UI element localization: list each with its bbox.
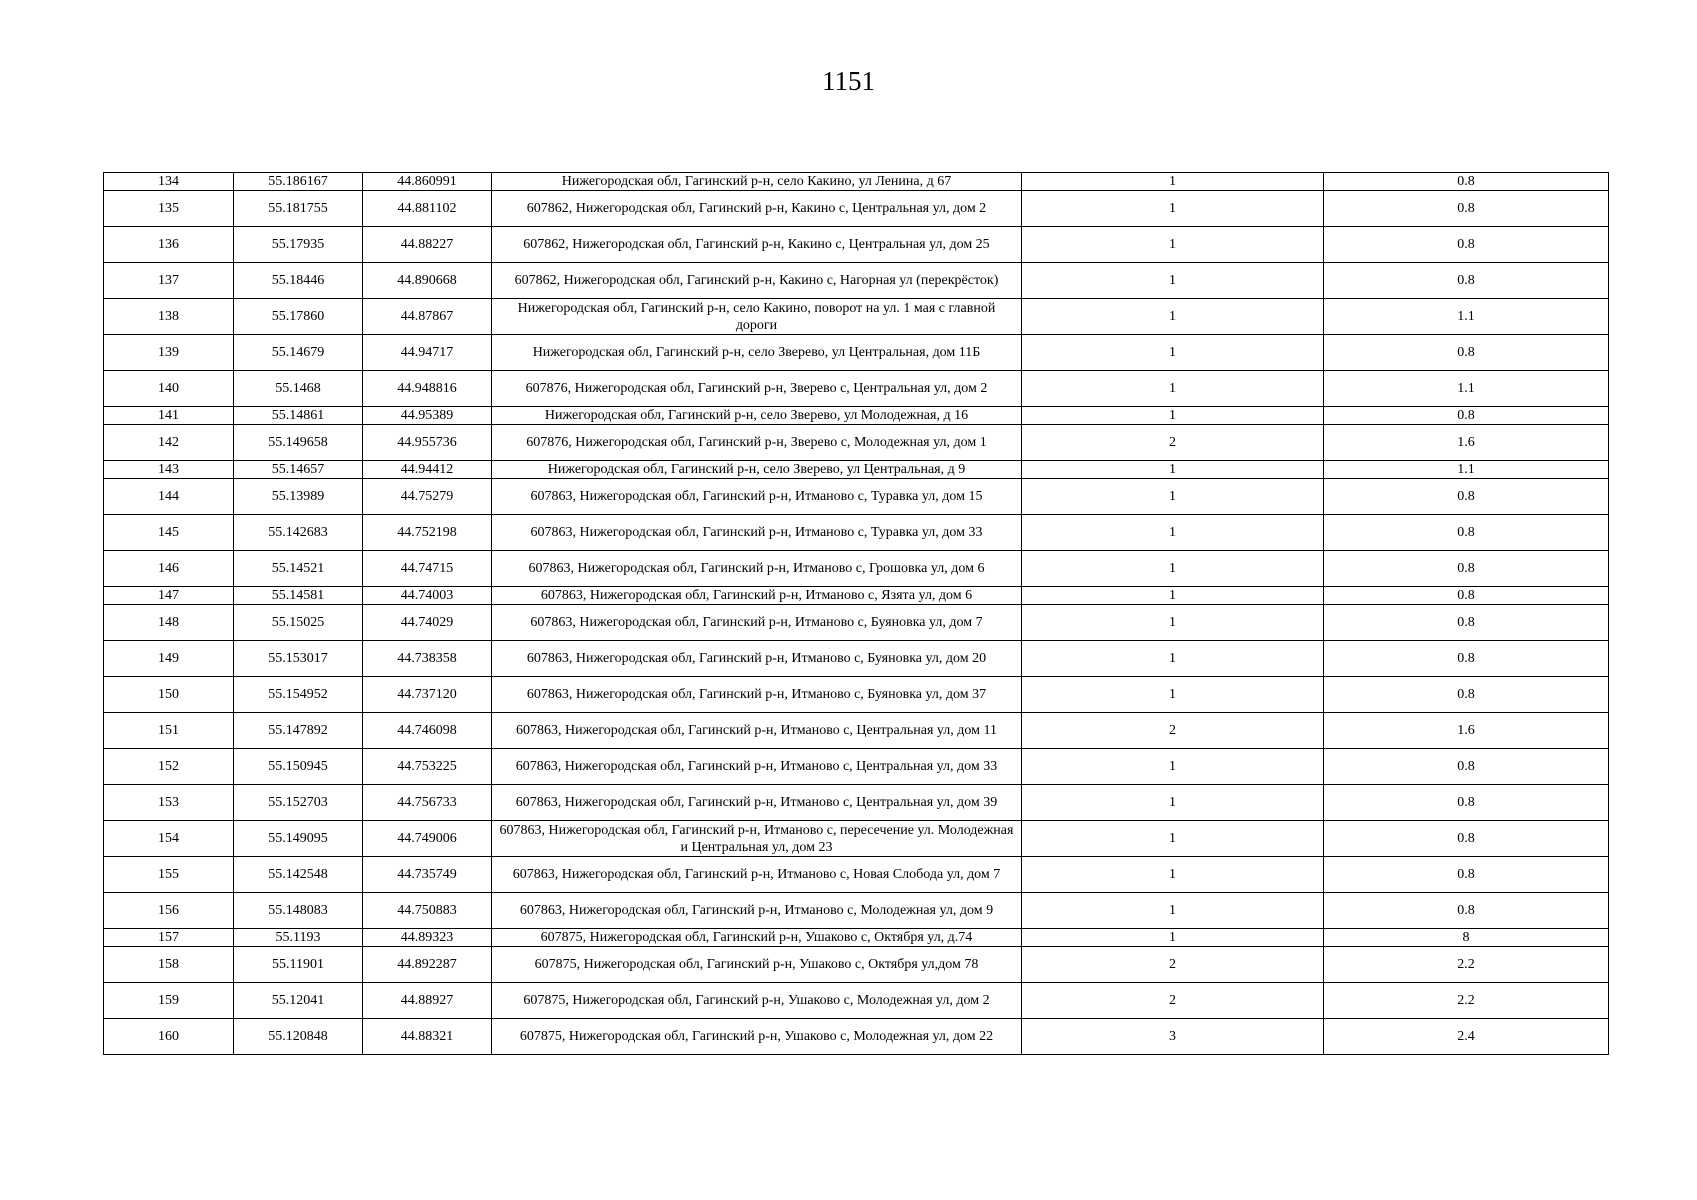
table-row [104, 893, 1609, 929]
cell-longitude: 44.750883 [363, 893, 492, 929]
cell-container-count: 1 [1022, 893, 1324, 929]
cell-longitude: 44.881102 [363, 191, 492, 227]
table-row [104, 335, 1609, 371]
table-row [104, 191, 1609, 227]
cell-volume: 0.8 [1324, 677, 1609, 713]
cell-row-number: 145 [104, 515, 234, 551]
cell-container-count: 1 [1022, 929, 1324, 947]
cell-address: 607862, Нижегородская обл, Гагинский р-н, Какино с, Центральная ул, дом 2 [492, 191, 1022, 227]
cell-volume: 0.8 [1324, 335, 1609, 371]
table-row [104, 227, 1609, 263]
cell-volume: 1.6 [1324, 713, 1609, 749]
cell-row-number: 137 [104, 263, 234, 299]
cell-address: 607875, Нижегородская обл, Гагинский р-н, Ушаково с, Молодежная ул, дом 22 [492, 1019, 1022, 1055]
cell-row-number: 146 [104, 551, 234, 587]
cell-latitude: 55.18446 [234, 263, 363, 299]
cell-volume: 0.8 [1324, 821, 1609, 857]
cell-address: 607863, Нижегородская обл, Гагинский р-н, Итманово с, Буяновка ул, дом 37 [492, 677, 1022, 713]
cell-longitude: 44.756733 [363, 785, 492, 821]
cell-row-number: 140 [104, 371, 234, 407]
cell-volume: 0.8 [1324, 893, 1609, 929]
cell-latitude: 55.15025 [234, 605, 363, 641]
cell-latitude: 55.1468 [234, 371, 363, 407]
cell-latitude: 55.1193 [234, 929, 363, 947]
cell-row-number: 152 [104, 749, 234, 785]
cell-address: 607875, Нижегородская обл, Гагинский р-н, Ушаково с, Октября ул,дом 78 [492, 947, 1022, 983]
table-row [104, 515, 1609, 551]
cell-container-count: 1 [1022, 299, 1324, 335]
table-row [104, 929, 1609, 947]
table-row [104, 425, 1609, 461]
cell-row-number: 139 [104, 335, 234, 371]
cell-row-number: 157 [104, 929, 234, 947]
cell-volume: 2.2 [1324, 947, 1609, 983]
cell-address: 607875, Нижегородская обл, Гагинский р-н, Ушаково с, Октября ул, д.74 [492, 929, 1022, 947]
table-row [104, 821, 1609, 857]
cell-latitude: 55.142548 [234, 857, 363, 893]
table-row [104, 407, 1609, 425]
cell-container-count: 1 [1022, 173, 1324, 191]
cell-row-number: 136 [104, 227, 234, 263]
cell-longitude: 44.94717 [363, 335, 492, 371]
cell-address: Нижегородская обл, Гагинский р-н, село Зверево, ул Центральная, дом 11Б [492, 335, 1022, 371]
cell-row-number: 138 [104, 299, 234, 335]
cell-latitude: 55.13989 [234, 479, 363, 515]
cell-latitude: 55.149658 [234, 425, 363, 461]
cell-address: 607863, Нижегородская обл, Гагинский р-н, Итманово с, Буяновка ул, дом 7 [492, 605, 1022, 641]
cell-row-number: 148 [104, 605, 234, 641]
cell-longitude: 44.948816 [363, 371, 492, 407]
table-row [104, 299, 1609, 335]
cell-latitude: 55.186167 [234, 173, 363, 191]
cell-longitude: 44.89323 [363, 929, 492, 947]
table-row [104, 677, 1609, 713]
cell-volume: 1.1 [1324, 299, 1609, 335]
cell-container-count: 2 [1022, 425, 1324, 461]
cell-volume: 0.8 [1324, 263, 1609, 299]
cell-container-count: 1 [1022, 227, 1324, 263]
cell-address: Нижегородская обл, Гагинский р-н, село Зверево, ул Центральная, д 9 [492, 461, 1022, 479]
table-row [104, 263, 1609, 299]
cell-latitude: 55.148083 [234, 893, 363, 929]
cell-volume: 0.8 [1324, 641, 1609, 677]
cell-longitude: 44.88227 [363, 227, 492, 263]
cell-address: Нижегородская обл, Гагинский р-н, село Зверево, ул Молодежная, д 16 [492, 407, 1022, 425]
table-row [104, 947, 1609, 983]
cell-container-count: 1 [1022, 263, 1324, 299]
cell-volume: 0.8 [1324, 785, 1609, 821]
cell-address: 607863, Нижегородская обл, Гагинский р-н, Итманово с, Центральная ул, дом 33 [492, 749, 1022, 785]
cell-address: 607863, Нижегородская обл, Гагинский р-н, Итманово с, Грошовка ул, дом 6 [492, 551, 1022, 587]
page-number: 1151 [822, 66, 875, 96]
cell-address: 607863, Нижегородская обл, Гагинский р-н, Итманово с, Молодежная ул, дом 9 [492, 893, 1022, 929]
cell-address: 607876, Нижегородская обл, Гагинский р-н, Зверево с, Молодежная ул, дом 1 [492, 425, 1022, 461]
cell-longitude: 44.955736 [363, 425, 492, 461]
cell-latitude: 55.11901 [234, 947, 363, 983]
cell-longitude: 44.738358 [363, 641, 492, 677]
cell-container-count: 1 [1022, 677, 1324, 713]
cell-longitude: 44.87867 [363, 299, 492, 335]
cell-address: Нижегородская обл, Гагинский р-н, село Какино, ул Ленина, д 67 [492, 173, 1022, 191]
cell-longitude: 44.746098 [363, 713, 492, 749]
cell-longitude: 44.95389 [363, 407, 492, 425]
cell-container-count: 1 [1022, 605, 1324, 641]
cell-row-number: 153 [104, 785, 234, 821]
cell-volume: 1.1 [1324, 461, 1609, 479]
cell-latitude: 55.17935 [234, 227, 363, 263]
cell-latitude: 55.14521 [234, 551, 363, 587]
cell-container-count: 1 [1022, 479, 1324, 515]
cell-volume: 0.8 [1324, 515, 1609, 551]
table-row [104, 749, 1609, 785]
cell-row-number: 151 [104, 713, 234, 749]
cell-latitude: 55.14679 [234, 335, 363, 371]
table-body [104, 173, 1609, 1055]
cell-latitude: 55.152703 [234, 785, 363, 821]
cell-volume: 0.8 [1324, 551, 1609, 587]
cell-latitude: 55.14861 [234, 407, 363, 425]
cell-container-count: 1 [1022, 857, 1324, 893]
cell-latitude: 55.14657 [234, 461, 363, 479]
cell-container-count: 1 [1022, 335, 1324, 371]
cell-latitude: 55.142683 [234, 515, 363, 551]
cell-volume: 0.8 [1324, 749, 1609, 785]
cell-longitude: 44.749006 [363, 821, 492, 857]
table-row [104, 1019, 1609, 1055]
cell-address: Нижегородская обл, Гагинский р-н, село Какино, поворот на ул. 1 мая с главной дороги [492, 299, 1022, 335]
cell-latitude: 55.14581 [234, 587, 363, 605]
cell-row-number: 155 [104, 857, 234, 893]
cell-row-number: 160 [104, 1019, 234, 1055]
table-row [104, 479, 1609, 515]
cell-address: 607863, Нижегородская обл, Гагинский р-н, Итманово с, пересечение ул. Молодежная и Центральная ул, дом 23 [492, 821, 1022, 857]
table-row [104, 641, 1609, 677]
cell-volume: 8 [1324, 929, 1609, 947]
table-row [104, 983, 1609, 1019]
cell-row-number: 154 [104, 821, 234, 857]
cell-container-count: 1 [1022, 821, 1324, 857]
table-row [104, 587, 1609, 605]
cell-volume: 0.8 [1324, 191, 1609, 227]
cell-volume: 2.4 [1324, 1019, 1609, 1055]
cell-container-count: 2 [1022, 983, 1324, 1019]
cell-volume: 0.8 [1324, 227, 1609, 263]
cell-latitude: 55.120848 [234, 1019, 363, 1055]
cell-container-count: 1 [1022, 191, 1324, 227]
cell-longitude: 44.735749 [363, 857, 492, 893]
data-table [103, 172, 1609, 1055]
cell-container-count: 1 [1022, 371, 1324, 407]
cell-volume: 2.2 [1324, 983, 1609, 1019]
cell-longitude: 44.75279 [363, 479, 492, 515]
cell-row-number: 142 [104, 425, 234, 461]
cell-longitude: 44.860991 [363, 173, 492, 191]
cell-address: 607862, Нижегородская обл, Гагинский р-н, Какино с, Центральная ул, дом 25 [492, 227, 1022, 263]
cell-row-number: 149 [104, 641, 234, 677]
cell-row-number: 134 [104, 173, 234, 191]
cell-latitude: 55.12041 [234, 983, 363, 1019]
cell-volume: 0.8 [1324, 407, 1609, 425]
cell-longitude: 44.88321 [363, 1019, 492, 1055]
cell-volume: 0.8 [1324, 605, 1609, 641]
table-row [104, 785, 1609, 821]
cell-container-count: 1 [1022, 785, 1324, 821]
cell-latitude: 55.150945 [234, 749, 363, 785]
cell-volume: 1.1 [1324, 371, 1609, 407]
cell-address: 607863, Нижегородская обл, Гагинский р-н, Итманово с, Туравка ул, дом 15 [492, 479, 1022, 515]
cell-longitude: 44.74029 [363, 605, 492, 641]
cell-longitude: 44.892287 [363, 947, 492, 983]
cell-container-count: 1 [1022, 587, 1324, 605]
cell-longitude: 44.752198 [363, 515, 492, 551]
cell-address: 607863, Нижегородская обл, Гагинский р-н, Итманово с, Туравка ул, дом 33 [492, 515, 1022, 551]
cell-container-count: 2 [1022, 713, 1324, 749]
cell-container-count: 3 [1022, 1019, 1324, 1055]
cell-address: 607863, Нижегородская обл, Гагинский р-н, Итманово с, Центральная ул, дом 11 [492, 713, 1022, 749]
table-row [104, 857, 1609, 893]
cell-container-count: 1 [1022, 551, 1324, 587]
cell-address: 607875, Нижегородская обл, Гагинский р-н, Ушаково с, Молодежная ул, дом 2 [492, 983, 1022, 1019]
cell-row-number: 156 [104, 893, 234, 929]
cell-container-count: 1 [1022, 407, 1324, 425]
cell-longitude: 44.88927 [363, 983, 492, 1019]
cell-row-number: 147 [104, 587, 234, 605]
cell-volume: 0.8 [1324, 857, 1609, 893]
cell-latitude: 55.17860 [234, 299, 363, 335]
cell-latitude: 55.181755 [234, 191, 363, 227]
cell-container-count: 1 [1022, 749, 1324, 785]
cell-row-number: 135 [104, 191, 234, 227]
cell-volume: 0.8 [1324, 587, 1609, 605]
cell-address: 607863, Нижегородская обл, Гагинский р-н, Итманово с, Новая Слобода ул, дом 7 [492, 857, 1022, 893]
cell-longitude: 44.74715 [363, 551, 492, 587]
cell-row-number: 143 [104, 461, 234, 479]
cell-container-count: 2 [1022, 947, 1324, 983]
table-row [104, 605, 1609, 641]
cell-volume: 1.6 [1324, 425, 1609, 461]
cell-container-count: 1 [1022, 641, 1324, 677]
table-row [104, 461, 1609, 479]
cell-container-count: 1 [1022, 461, 1324, 479]
cell-row-number: 158 [104, 947, 234, 983]
table-row [104, 173, 1609, 191]
cell-longitude: 44.737120 [363, 677, 492, 713]
cell-row-number: 141 [104, 407, 234, 425]
cell-latitude: 55.147892 [234, 713, 363, 749]
cell-address: 607863, Нижегородская обл, Гагинский р-н, Итманово с, Буяновка ул, дом 20 [492, 641, 1022, 677]
cell-volume: 0.8 [1324, 173, 1609, 191]
cell-longitude: 44.753225 [363, 749, 492, 785]
cell-address: 607863, Нижегородская обл, Гагинский р-н, Итманово с, Язята ул, дом 6 [492, 587, 1022, 605]
cell-volume: 0.8 [1324, 479, 1609, 515]
cell-address: 607876, Нижегородская обл, Гагинский р-н, Зверево с, Центральная ул, дом 2 [492, 371, 1022, 407]
cell-latitude: 55.154952 [234, 677, 363, 713]
cell-latitude: 55.153017 [234, 641, 363, 677]
table-row [104, 551, 1609, 587]
cell-address: 607863, Нижегородская обл, Гагинский р-н, Итманово с, Центральная ул, дом 39 [492, 785, 1022, 821]
cell-longitude: 44.74003 [363, 587, 492, 605]
cell-latitude: 55.149095 [234, 821, 363, 857]
cell-row-number: 159 [104, 983, 234, 1019]
cell-longitude: 44.890668 [363, 263, 492, 299]
cell-longitude: 44.94412 [363, 461, 492, 479]
cell-row-number: 150 [104, 677, 234, 713]
table-row [104, 713, 1609, 749]
table-row [104, 371, 1609, 407]
cell-container-count: 1 [1022, 515, 1324, 551]
cell-row-number: 144 [104, 479, 234, 515]
cell-address: 607862, Нижегородская обл, Гагинский р-н, Какино с, Нагорная ул (перекрёсток) [492, 263, 1022, 299]
